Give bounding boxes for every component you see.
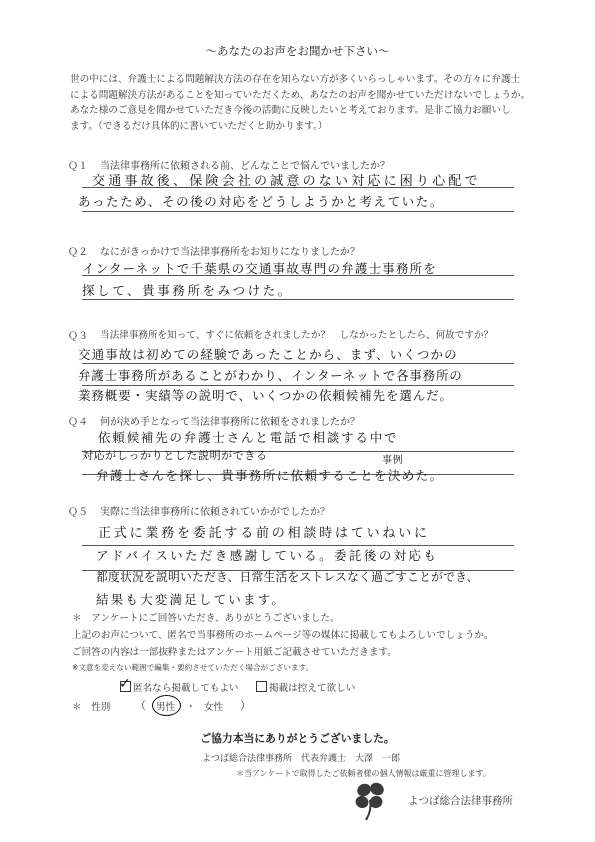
handwritten-answer-line: 弁護士事務所があることがわかり、インターネットで各事務所の xyxy=(78,368,463,383)
handwritten-answer-line: 結果も大変満足しています。 xyxy=(96,592,287,607)
handwritten-answer-line: 対応がしっかりとした説明ができる xyxy=(82,449,268,462)
handwritten-answer-line: 探して、貴事務所をみつけた。 xyxy=(82,283,293,298)
handwritten-answer-line: 弁護士さんを探し、貴事務所に依頼することを決めた。 xyxy=(96,468,444,483)
question-text: 何が決め手となって当法律事務所に依頼をされましたか？ xyxy=(100,417,360,428)
option-label: 匿名なら掲載してもよい xyxy=(133,683,239,694)
clover-logo-icon xyxy=(352,780,392,822)
gender-close-bracket: ） xyxy=(240,699,251,712)
handwritten-answer-line: 正式に業務を委託する前の相談時はていねいに xyxy=(98,526,430,541)
handwritten-answer-line: 業務概要・実績等の説明で、いくつかの依頼候補先を選んだ。 xyxy=(78,388,453,403)
option-label: 掲載は控えて欲しい xyxy=(269,683,356,694)
signature: よつば総合法律事務所 代表弁護士 大澤 一郎 xyxy=(202,754,401,764)
gender-male[interactable]: 男性 xyxy=(156,702,176,713)
question-number: Ｑ３ xyxy=(68,331,88,342)
question-text: 当法律事務所に依頼される前、どんなことで悩んでいましたか？ xyxy=(100,161,390,172)
intro-line: あなた様のご意見を聞かせていただき今後の活動に反映したいと考えております。是非ご協力お願いし xyxy=(70,105,511,117)
consent-note: ※文意を変えない範囲で編集・要約させていただく場合がございます。 xyxy=(72,663,314,672)
consent-question: 上記のお声について、匿名で当事務所のホームページ等の媒体に掲載してもよろしいでしょうか。 xyxy=(72,630,494,641)
intro-line: ます。（できるだけ具体的に書いていただくと助かります。） xyxy=(70,120,328,132)
handwritten-answer-line: 依頼候補先の弁護士さんと電話で相談する中で xyxy=(98,430,399,445)
question-text: 実際に当法律事務所に依頼されていかがでしたか？ xyxy=(100,507,330,518)
gender-female[interactable]: 女性 xyxy=(204,702,224,713)
answer-rule xyxy=(82,299,514,300)
option-anonymous-ok[interactable] xyxy=(119,676,239,694)
gender-selection-circle xyxy=(152,695,181,716)
handwritten-answer-line: 交通事故後、保険会社の誠意のない対応に困り心配で xyxy=(92,174,481,189)
answer-rule xyxy=(82,363,514,364)
gender-separator: ・ xyxy=(186,702,196,713)
handwritten-answer-line: アドバイスいただき感謝している。委託後の対応も xyxy=(96,548,439,563)
checkbox-decline[interactable] xyxy=(256,681,267,692)
consent-detail: ご回答の内容は一部抜粋またはアンケート用紙ご記載させていただきます。 xyxy=(72,647,397,658)
question-text: なにがきっかけで当法律事務所をお知りになりましたか？ xyxy=(100,247,360,258)
intro-line: 世の中には、弁護士による問題解決方法の存在を知らない方が多くいらっしゃいます。その方々に弁護士 xyxy=(70,74,521,85)
option-decline[interactable] xyxy=(256,680,355,694)
handwritten-answer-line: 交通事故は初めての経験であったことから、まず、いくつかの xyxy=(78,347,458,362)
question-number: Ｑ４ xyxy=(68,417,88,428)
question-text: 当法律事務所を知って、すぐに依頼をされましたか？ しなかったとしたら、何故ですか？ xyxy=(100,330,494,341)
checkbox-anonymous-ok[interactable] xyxy=(119,676,131,692)
question-number: Ｑ５ xyxy=(68,507,88,518)
question-number: Ｑ１ xyxy=(68,161,88,172)
thanks-note: ＊ アンケートにご回答いただき、ありがとうございました。 xyxy=(72,613,340,624)
handwritten-answer-line: あったため、その後の対応をどうしようかと考えていた。 xyxy=(78,194,444,209)
question-number: Ｑ２ xyxy=(68,247,88,258)
firm-name: よつば総合法律事務所 xyxy=(408,795,513,807)
gender-open-bracket: （ xyxy=(135,699,146,712)
page-title: ～あなたのお声をお聞かせ下さい～ xyxy=(205,44,390,58)
privacy-note: ＊当アンケートで取得したご依頼者様の個人情報は厳重に管理します。 xyxy=(236,769,491,778)
handwritten-insertion: 事例 xyxy=(382,455,404,466)
answer-rule xyxy=(82,211,514,212)
handwritten-answer-line: 都度状況を説明いただき、日常生活をストレスなく過ごすことができ、 xyxy=(96,570,479,584)
intro-paragraph xyxy=(70,72,550,134)
gender-label: ＊ 性別 xyxy=(72,702,111,713)
handwritten-answer-line: インターネットで千葉県の交通事故専門の弁護士事務所を xyxy=(82,261,438,276)
checkmark-icon: ✓ xyxy=(119,676,131,692)
intro-line: による問題解決方法があることを知っていただくため、あなたのお声を聞かせていただけないでしょうか。 xyxy=(70,89,531,101)
closing-message: ご協力本当にありがとうございました。 xyxy=(200,732,395,745)
